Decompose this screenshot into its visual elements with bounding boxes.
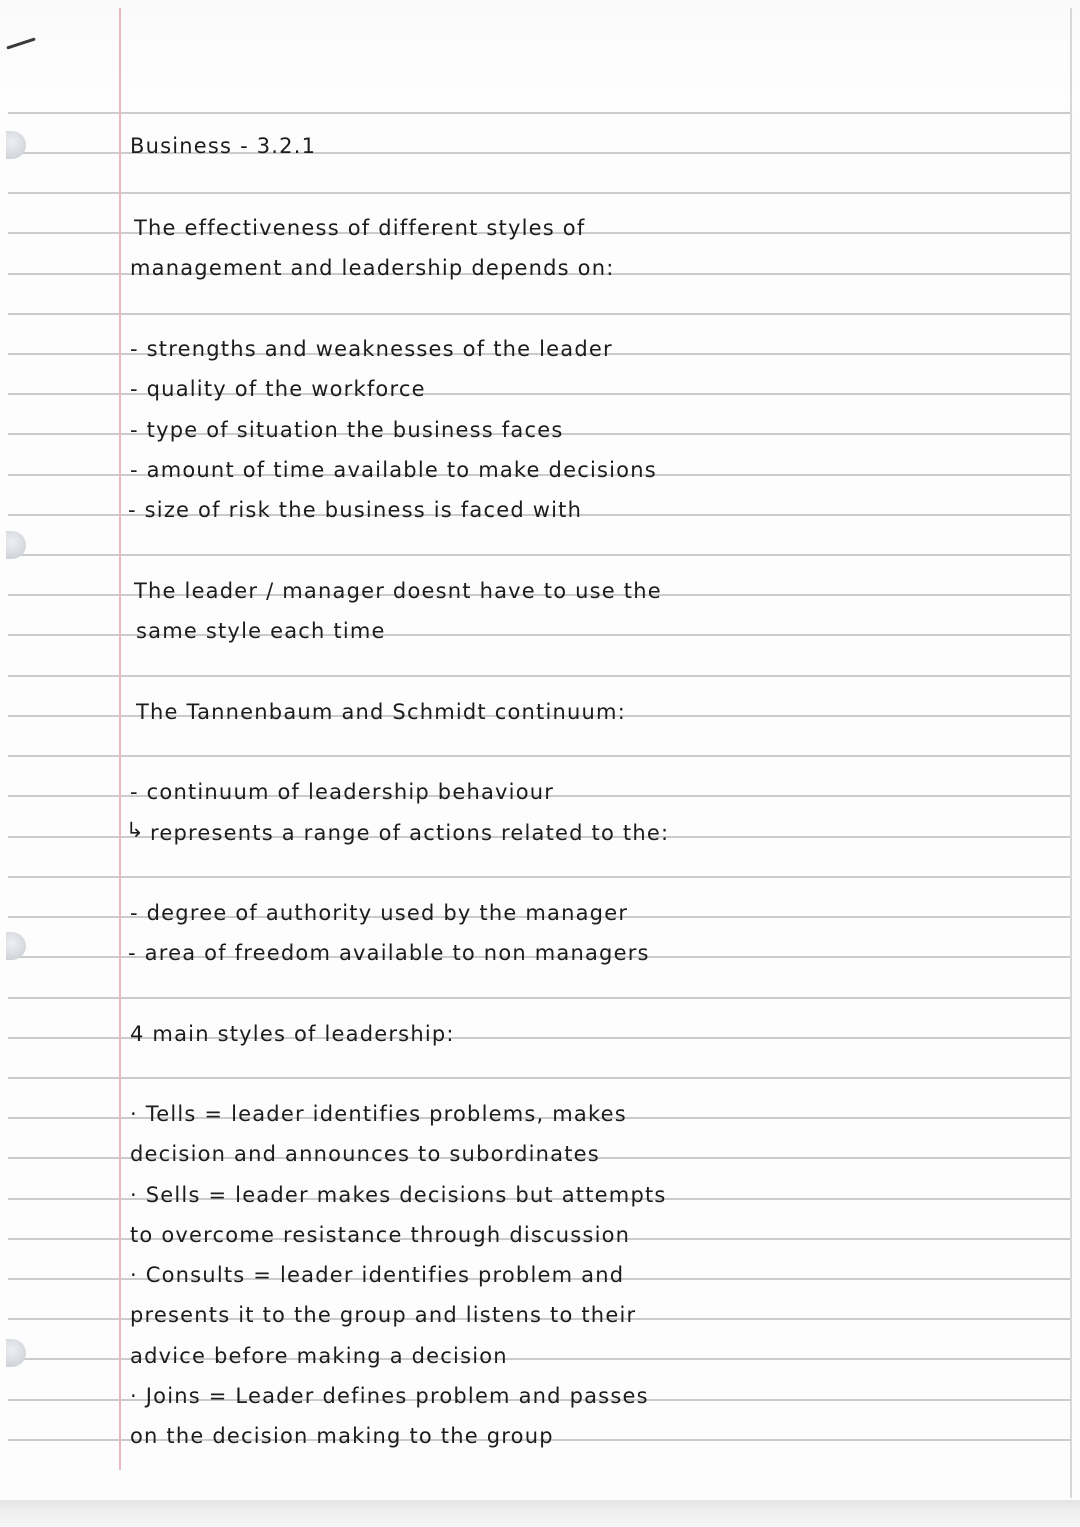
rule-line xyxy=(8,112,1070,114)
intro-line-2: management and leadership depends on: xyxy=(130,256,615,280)
rule-line xyxy=(8,313,1070,315)
rule-line xyxy=(8,675,1070,677)
style-line: · Tells = leader identifies problems, makes xyxy=(130,1102,627,1126)
page-right-edge xyxy=(1070,8,1072,1498)
page-bottom-shadow xyxy=(0,1500,1080,1527)
style-line: presents it to the group and listens to their xyxy=(130,1303,637,1327)
factor-item: - quality of the workforce xyxy=(130,377,426,401)
page-top-area xyxy=(0,0,1080,108)
intro-line-1: The effectiveness of different styles of xyxy=(134,216,586,240)
punch-hole xyxy=(6,131,26,159)
rule-line xyxy=(8,997,1070,999)
margin-line xyxy=(119,8,121,1470)
page-title: Business - 3.2.1 xyxy=(130,134,317,158)
rule-line xyxy=(8,755,1070,757)
continuum-subpoint: represents a range of actions related to the: xyxy=(150,821,670,845)
factor-item: - strengths and weaknesses of the leader xyxy=(130,337,613,361)
arrow-icon: ↳ xyxy=(126,818,145,842)
style-line: · Joins = Leader defines problem and passes xyxy=(130,1384,649,1408)
factor-item: - amount of time available to make decisions xyxy=(130,458,657,482)
style-line: · Consults = leader identifies problem and xyxy=(130,1263,625,1287)
rule-line xyxy=(8,554,1070,556)
related-item: - degree of authority used by the manager xyxy=(130,901,629,925)
factor-item: - size of risk the business is faced with xyxy=(128,498,583,522)
rule-line xyxy=(8,876,1070,878)
style-line: · Sells = leader makes decisions but attempts xyxy=(130,1183,667,1207)
punch-hole xyxy=(6,1339,26,1367)
styles-heading: 4 main styles of leadership: xyxy=(130,1022,455,1046)
continuum-point: - continuum of leadership behaviour xyxy=(130,780,555,804)
style-line: advice before making a decision xyxy=(130,1344,508,1368)
style-line: on the decision making to the group xyxy=(130,1424,554,1448)
continuum-heading: The Tannenbaum and Schmidt continuum: xyxy=(136,700,626,724)
note-line-2: same style each time xyxy=(136,619,386,643)
style-line: to overcome resistance through discussion xyxy=(130,1223,631,1247)
factor-item: - type of situation the business faces xyxy=(130,418,564,442)
note-line-1: The leader / manager doesnt have to use the xyxy=(134,579,662,603)
rule-line xyxy=(8,192,1070,194)
related-item: - area of freedom available to non managers xyxy=(128,941,650,965)
style-line: decision and announces to subordinates xyxy=(130,1142,600,1166)
rule-line xyxy=(8,1077,1070,1079)
